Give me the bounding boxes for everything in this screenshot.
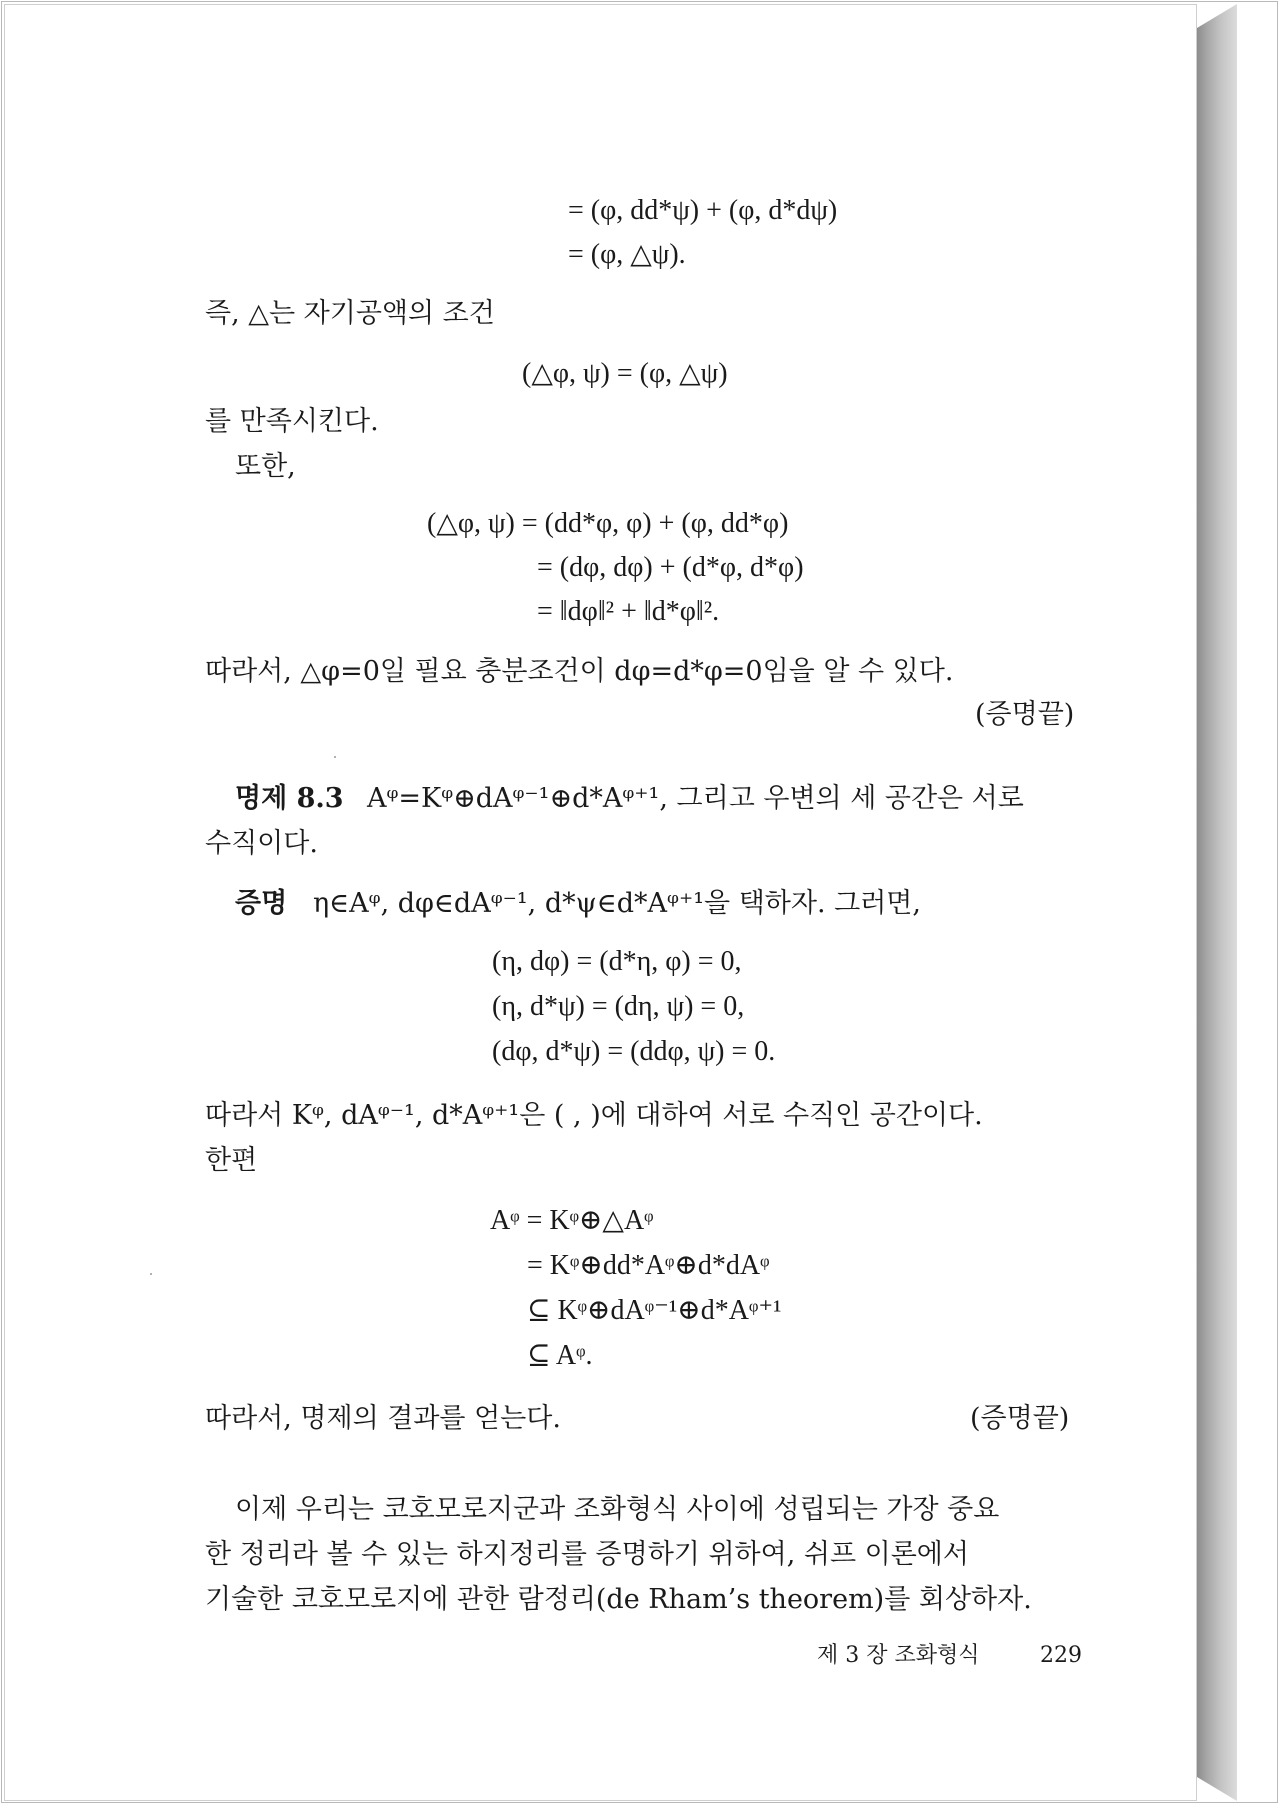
text-result: 따라서, 명제의 결과를 얻는다. xyxy=(205,1403,561,1434)
eq-norm-line-3: = ‖dφ‖² + ‖d*φ‖². xyxy=(537,596,720,627)
proof-label: 증명 xyxy=(235,888,288,919)
text-satisfies: 를 만족시킨다. xyxy=(205,406,379,437)
text-also: 또한, xyxy=(235,451,296,482)
eq-norm-line-2: = (dφ, dφ) + (d*φ, d*φ) xyxy=(537,552,804,583)
text-selfadjoint: 즉, △는 자기공액의 조건 xyxy=(205,298,495,329)
eq-norm-line-1: (△φ, ψ) = (dd*φ, φ) + (φ, dd*φ) xyxy=(427,508,789,539)
page-thickness-edge xyxy=(1197,4,1237,1801)
proposition-label: 명제 8.3 xyxy=(235,783,344,814)
speck xyxy=(150,1273,152,1275)
running-footer-chapter: 제 3 장 조화형식 xyxy=(817,1643,980,1668)
page-number: 229 xyxy=(1040,1643,1082,1668)
eq-orth-line-3: (dφ, d*ψ) = (ddφ, ψ) = 0. xyxy=(492,1036,776,1067)
qed-marker-1: (증명끝) xyxy=(975,699,1075,730)
eq-orth-line-2: (η, d*ψ) = (dη, ψ) = 0, xyxy=(492,991,745,1022)
eq-selfadjoint: (△φ, ψ) = (φ, △ψ) xyxy=(522,358,728,389)
final-paragraph-line-2: 한 정리라 볼 수 있는 하지정리를 증명하기 위하여, 쉬프 이론에서 xyxy=(205,1539,969,1570)
eq-top-line-1: = (φ, dd*ψ) + (φ, d*dψ) xyxy=(568,195,838,226)
final-paragraph-line-1: 이제 우리는 코호모로지군과 조화형식 사이에 성립되는 가장 중요 xyxy=(235,1494,1000,1525)
proposition-statement: Aᵠ=Kᵠ⊕dAᵠ⁻¹⊕d*Aᵠ⁺¹, 그리고 우변의 세 공간은 서로 xyxy=(367,783,1024,814)
eq-decomp-line-3: ⊆ Kᵠ⊕dAᵠ⁻¹⊕d*Aᵠ⁺¹ xyxy=(527,1295,782,1326)
text-condition: 따라서, △φ=0일 필요 충분조건이 dφ=d*φ=0임을 알 수 있다. xyxy=(205,656,954,687)
proof-text: η∈Aᵠ, dφ∈dAᵠ⁻¹, d*ψ∈d*Aᵠ⁺¹을 택하자. 그러면, xyxy=(313,888,921,919)
eq-decomp-line-1: Aᵠ = Kᵠ⊕△Aᵠ xyxy=(490,1205,654,1236)
eq-orth-line-1: (η, dφ) = (d*η, φ) = 0, xyxy=(492,946,742,977)
page-edge-bottom-corner xyxy=(1197,1777,1237,1801)
eq-decomp-line-2: = Kᵠ⊕dd*Aᵠ⊕d*dAᵠ xyxy=(527,1250,770,1281)
text-on-the-other-hand: 한편 xyxy=(205,1145,258,1176)
proposition-statement-cont: 수직이다. xyxy=(205,828,318,859)
page-edge-top-corner xyxy=(1197,4,1237,28)
final-paragraph-line-3: 기술한 코호모로지에 관한 람정리(de Rham’s theorem)를 회상하자. xyxy=(205,1584,1032,1615)
eq-top-line-2: = (φ, △ψ). xyxy=(568,239,686,270)
speck xyxy=(334,756,336,758)
eq-decomp-line-4: ⊆ Aᵠ. xyxy=(527,1340,593,1371)
text-orthogonal-spaces: 따라서 Kᵠ, dAᵠ⁻¹, d*Aᵠ⁺¹은 ( , )에 대하여 서로 수직인 공간이다. xyxy=(205,1100,983,1131)
qed-marker-2: (증명끝) xyxy=(970,1403,1070,1434)
